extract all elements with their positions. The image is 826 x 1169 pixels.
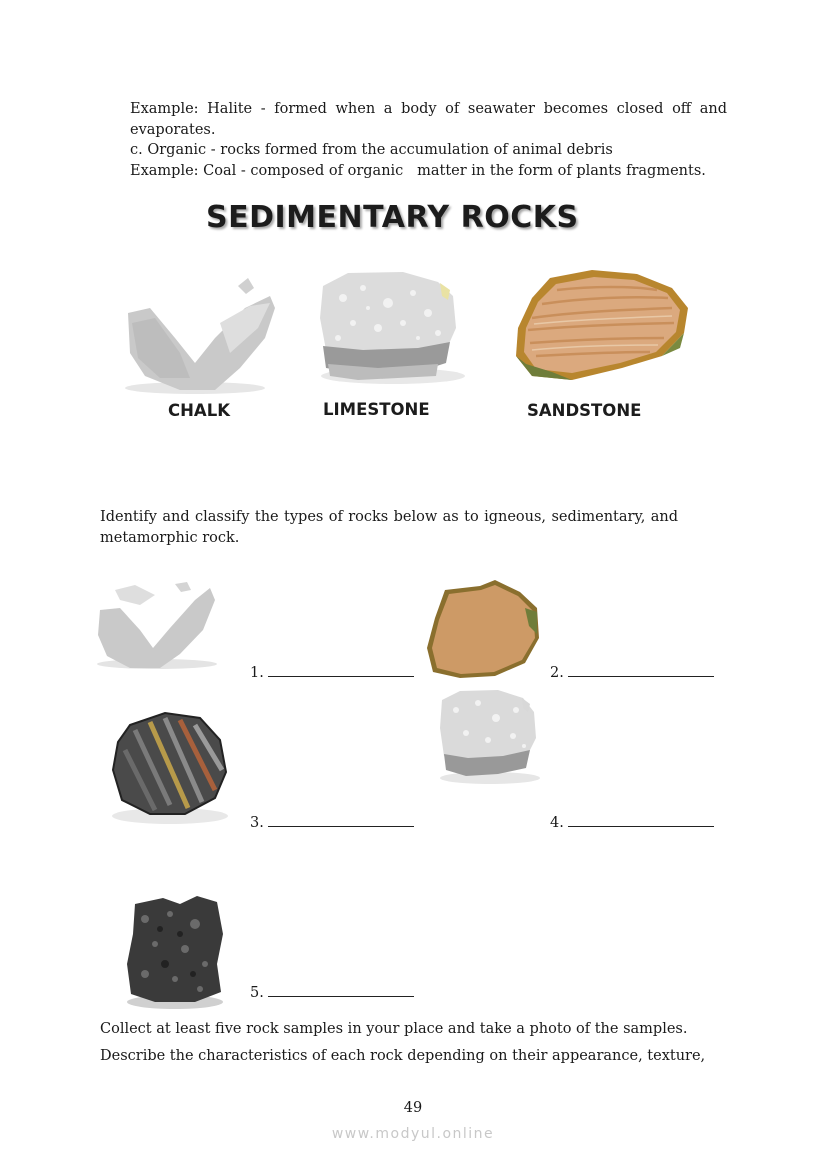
blank-5[interactable] <box>268 982 414 997</box>
blank-2[interactable] <box>568 662 714 677</box>
caption-chalk: CHALK <box>168 401 230 420</box>
activity-instruction: Identify and classify the types of rocks below as to igneous, sedimentary, and metamorphic rock. <box>100 509 678 546</box>
blank-3[interactable] <box>268 812 414 827</box>
item-number-4: 4. <box>550 815 564 831</box>
answer-line-4[interactable] <box>550 812 714 831</box>
describe-characteristics-text: Describe the characteristics of each rock depending on their appearance, texture, <box>100 1048 706 1064</box>
rock-1-image <box>95 580 220 672</box>
item-number-2: 2. <box>550 665 564 681</box>
item-number-3: 3. <box>250 815 264 831</box>
rock-5-image <box>125 894 225 1010</box>
sandstone-rock-image <box>512 268 692 384</box>
caption-limestone: LIMESTONE <box>323 400 430 419</box>
item-number-5: 5. <box>250 985 264 1001</box>
example-coal-text: Example: Coal - composed of organic matter in the form of plants fragments. <box>130 163 706 179</box>
rock-2-image <box>425 578 543 680</box>
collect-samples-text: Collect at least five rock samples in your place and take a photo of the samples. <box>100 1021 688 1037</box>
answer-line-3[interactable] <box>250 812 414 831</box>
answer-line-2[interactable] <box>550 662 714 681</box>
rock-4-image <box>438 688 540 788</box>
figure-title: SEDIMENTARY ROCKS <box>206 200 579 235</box>
watermark: www.modyul.online <box>331 1126 495 1142</box>
item-number-1: 1. <box>250 665 264 681</box>
organic-rocks-text: c. Organic - rocks formed from the accumulation of animal debris <box>130 142 613 158</box>
rock-3-image <box>110 710 230 826</box>
answer-line-1[interactable] <box>250 662 414 681</box>
limestone-rock-image <box>318 268 468 388</box>
blank-4[interactable] <box>568 812 714 827</box>
caption-sandstone: SANDSTONE <box>527 401 642 420</box>
page-number: 49 <box>403 1100 423 1116</box>
example-halite-text: Example: Halite - formed when a body of seawater becomes closed off and evaporates. <box>130 101 727 138</box>
answer-line-5[interactable] <box>250 982 414 1001</box>
blank-1[interactable] <box>268 662 414 677</box>
chalk-rock-image <box>120 268 280 398</box>
